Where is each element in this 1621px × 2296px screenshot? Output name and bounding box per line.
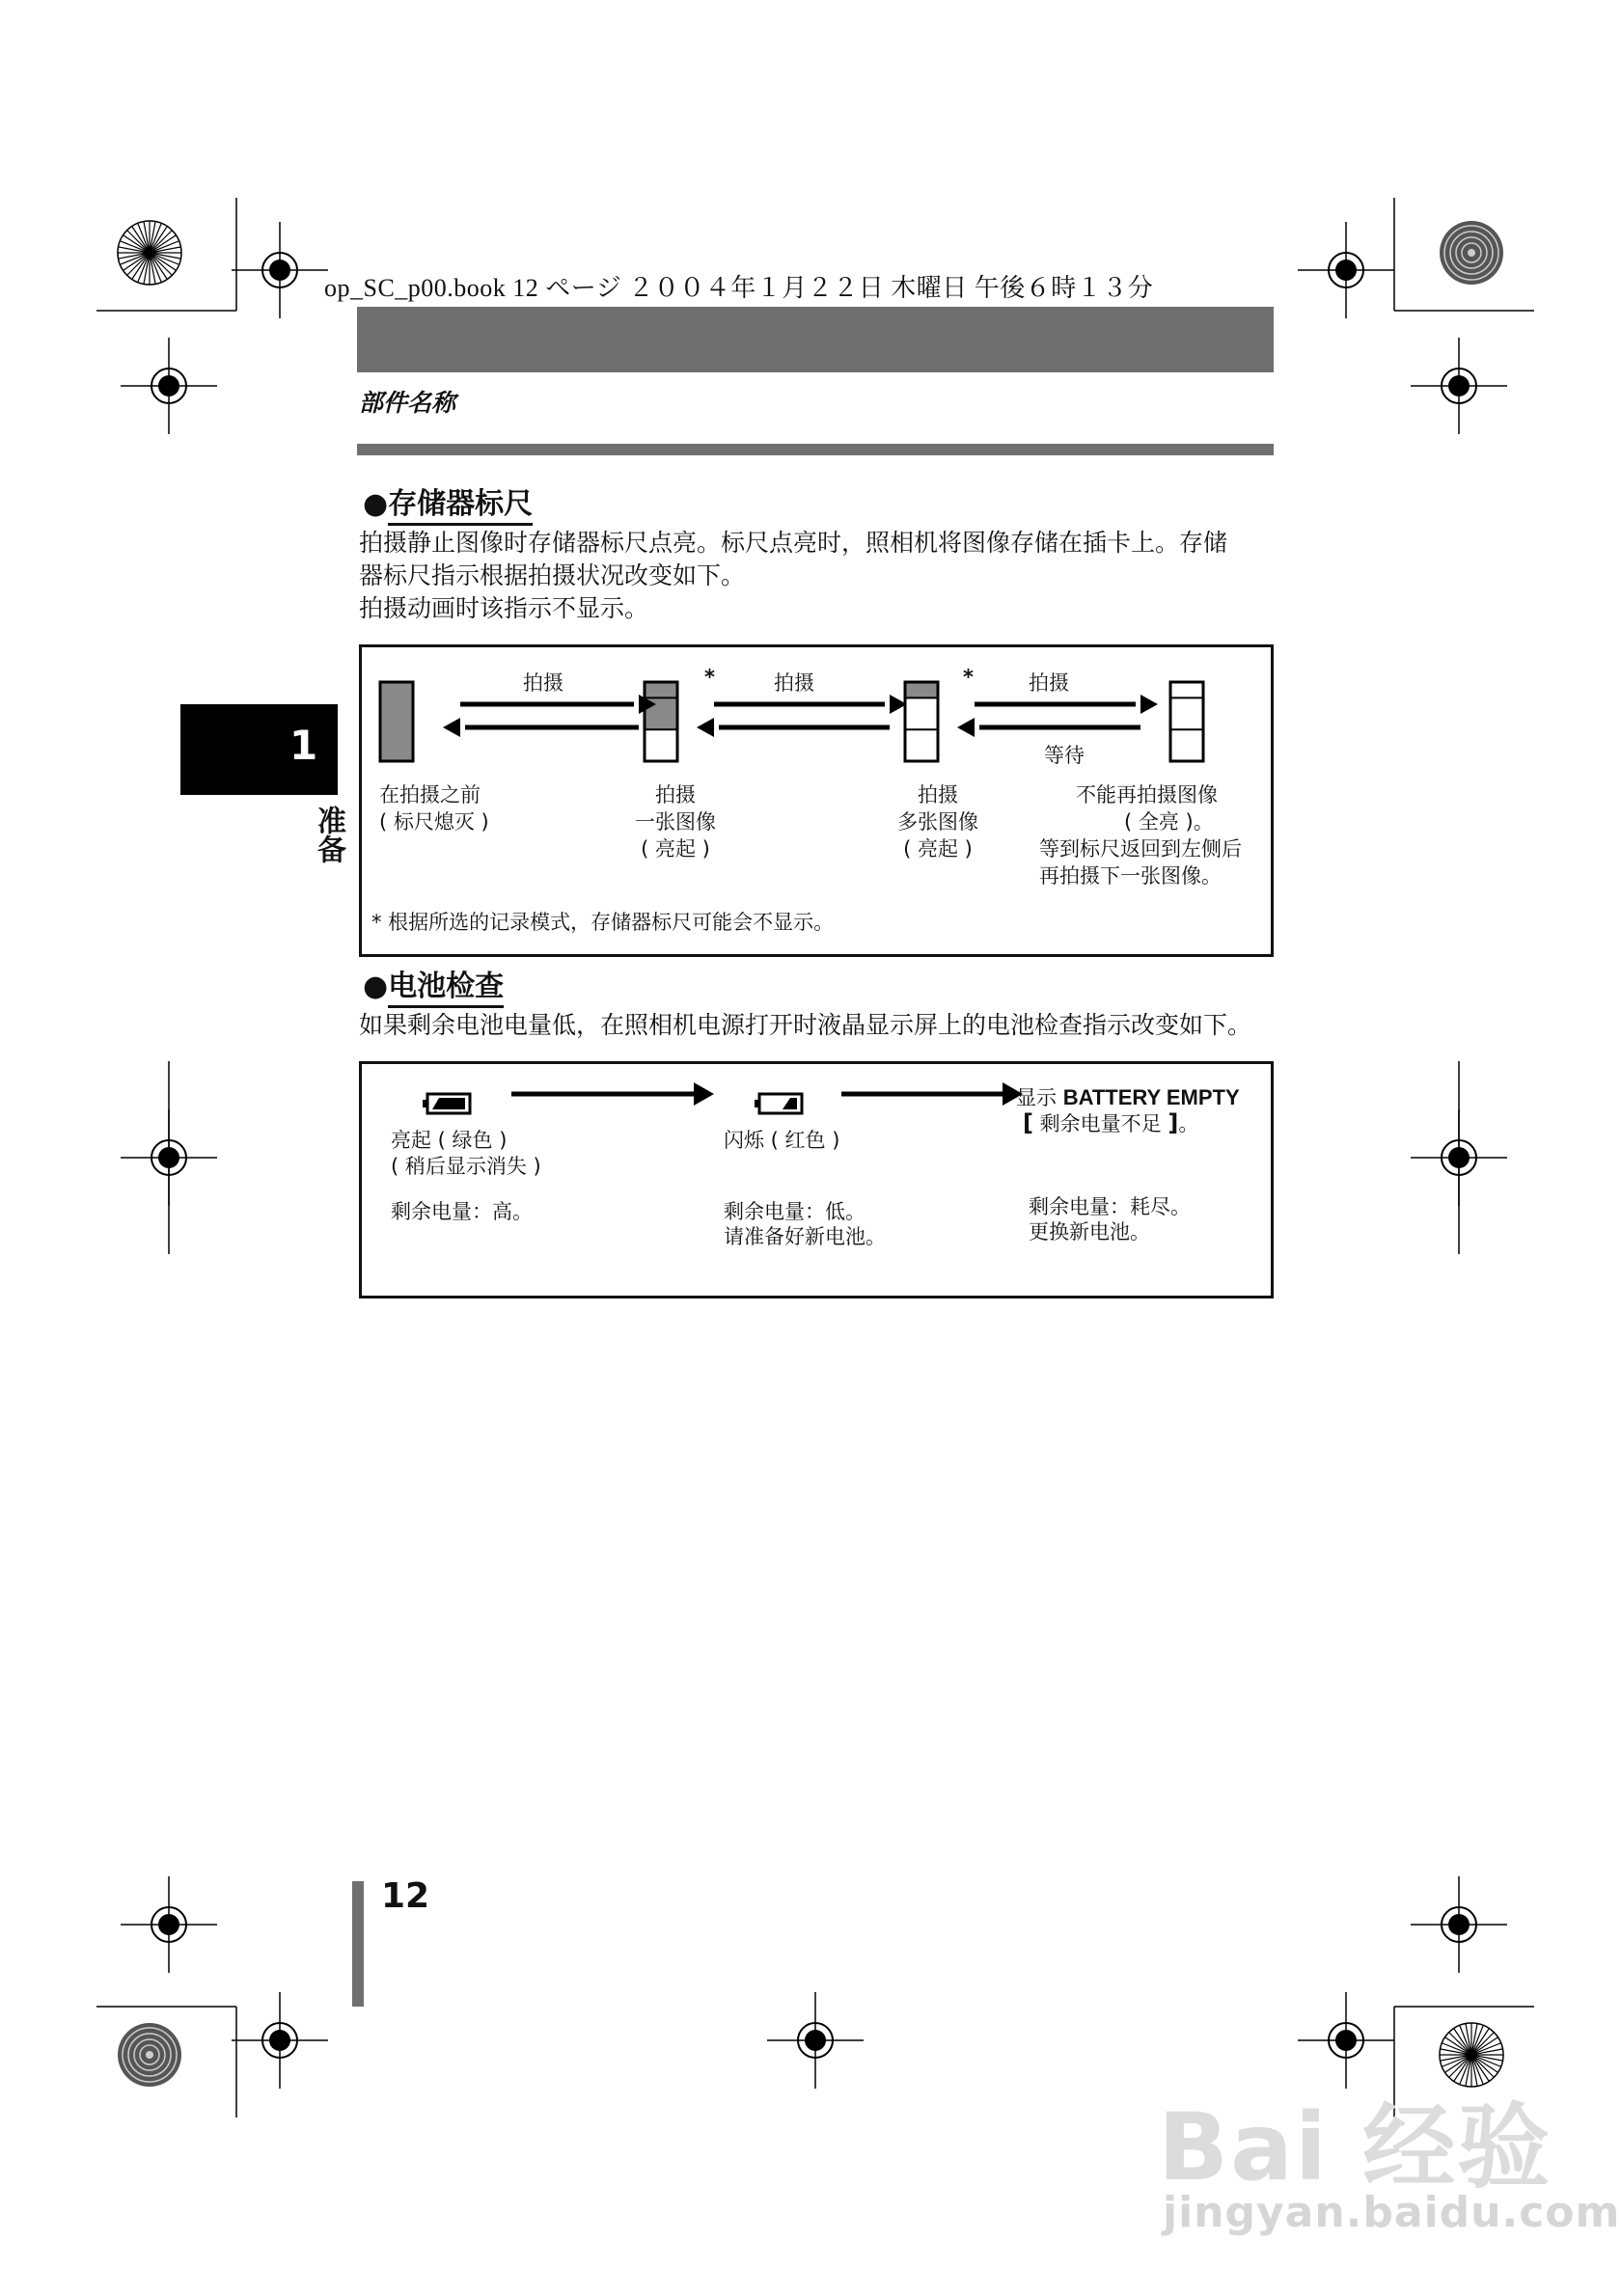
state-caption-full: 不能再拍摄图像 ( 全亮 )。 等到标尺返回到左侧后 再拍摄下一张图像。	[1039, 783, 1242, 888]
page-number-bar	[352, 1881, 364, 2007]
battery-full-icon	[423, 1094, 470, 1113]
memory-gauge-4	[1170, 682, 1203, 761]
bullet-icon: ●	[363, 487, 389, 521]
bullet-icon: ●	[363, 970, 389, 1003]
battery-check-heading-text: 电池检查	[388, 970, 504, 1008]
memory-paragraph-line-1: 拍摄静止图像时存储器标尺点亮。标尺点亮时，照相机将图像存储在插卡上。存储	[359, 529, 1228, 557]
battery-paragraph: 如果剩余电池电量低，在照相机电源打开时液晶显示屏上的电池检查指示改变如下。	[359, 1011, 1252, 1039]
asterisk-1: *	[704, 666, 715, 689]
memory-gauge-3	[905, 682, 938, 761]
watermark-logo: Bai 经验	[1158, 2093, 1552, 2201]
chapter-label: 准备	[312, 806, 345, 863]
watermark-url: jingyan.baidu.com	[1163, 2188, 1621, 2237]
section-rule	[357, 444, 1274, 455]
battery-stage-1-status: 亮起 ( 绿色 )	[391, 1129, 508, 1152]
memory-paragraph-line-2: 器标尺指示根据拍摄状况改变如下。	[359, 561, 746, 589]
book-header-line: op_SC_p00.book 12 ページ ２００４年１月２２日 木曜日 午後６時１３分	[324, 274, 1154, 302]
battery-stage-1-remain: 剩余电量：高。	[391, 1200, 533, 1223]
arrow-label-shoot-1: 拍摄	[523, 671, 563, 695]
memory-gauge-heading	[363, 479, 533, 522]
battery-stage-3-remain-2: 更换新电池。	[1029, 1220, 1150, 1244]
arrow-label-shoot-3: 拍摄	[1029, 671, 1069, 695]
asterisk-2: *	[963, 666, 974, 689]
chapter-number: 1	[289, 722, 318, 769]
arrow-label-shoot-2: 拍摄	[774, 671, 814, 695]
memory-paragraph-line-3: 拍摄动画时该指示不显示。	[359, 594, 649, 622]
battery-check-heading	[363, 962, 504, 1004]
page-number: 12	[381, 1876, 430, 1916]
memory-footnote: * 根据所选的记录模式，存储器标尺可能会不显示。	[371, 911, 835, 934]
memory-gauge-heading-text: 存储器标尺	[388, 487, 533, 526]
state-caption-before: 在拍摄之前 ( 标尺熄灭 )	[379, 783, 489, 834]
battery-stage-2-status: 闪烁 ( 红色 )	[724, 1129, 840, 1152]
battery-stage-3-remain-1: 剩余电量：耗尽。	[1029, 1195, 1191, 1218]
state-caption-multi: 拍摄 多张图像 ( 亮起 )	[897, 783, 978, 861]
battery-stage-2-remain-1: 剩余电量：低。	[724, 1200, 865, 1223]
battery-stage-2-remain-2: 请准备好新电池。	[724, 1225, 886, 1248]
memory-gauge-2	[645, 682, 677, 761]
battery-stage-3-status: 显示 BATTERY EMPTY	[1016, 1085, 1240, 1109]
state-caption-one: 拍摄 一张图像 ( 亮起 )	[635, 783, 716, 861]
battery-stage-3-status-2: [ 剩余电量不足 ]。	[1023, 1109, 1199, 1136]
arrow-label-wait: 等待	[1044, 744, 1085, 767]
battery-stage-1-note: ( 稍后显示消失 )	[391, 1155, 541, 1178]
header-gray-bar	[357, 307, 1274, 372]
battery-low-icon	[755, 1094, 802, 1113]
memory-gauge-1	[380, 682, 413, 761]
section-title: 部件名称	[359, 389, 456, 417]
